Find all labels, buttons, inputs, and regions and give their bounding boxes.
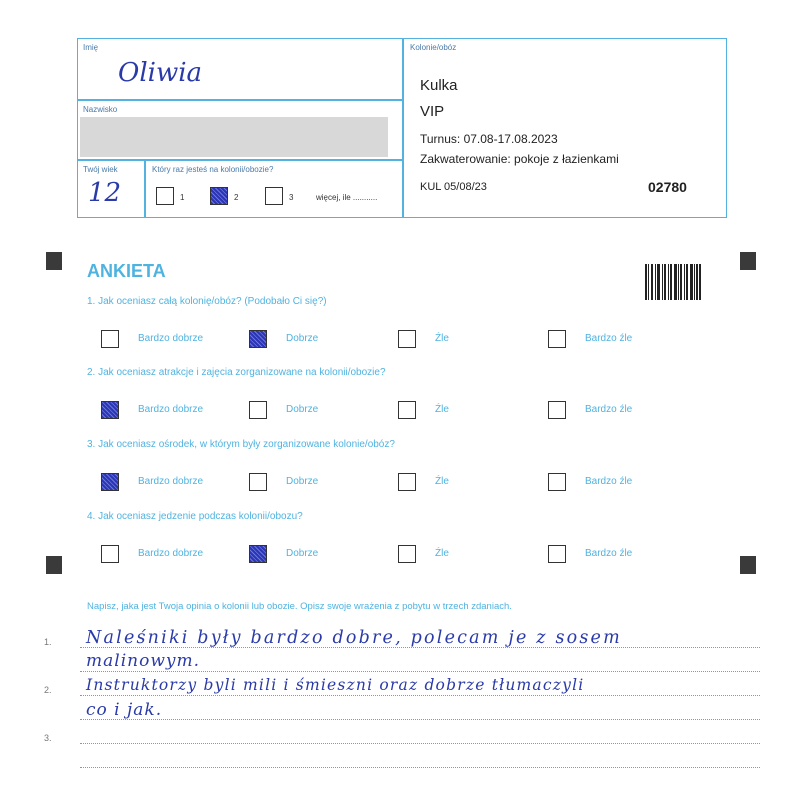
question-1-option-label: Bardzo dobrze xyxy=(138,333,204,344)
accommodation: Zakwaterowanie: pokoje z łazienkami xyxy=(420,152,619,166)
which-time-label: Który raz jesteś na kolonii/obozie? xyxy=(152,165,274,174)
question-3-option-checkbox[interactable] xyxy=(398,473,416,491)
question-1-option-label: Źle xyxy=(435,333,449,344)
header-hline-2 xyxy=(77,159,402,161)
corner-marker-bottom-right xyxy=(740,556,756,574)
times-label-2: 2 xyxy=(234,193,239,202)
question-4-option-label: Źle xyxy=(435,548,449,559)
question-2-option-label: Bardzo źle xyxy=(585,404,633,415)
surname-label: Nazwisko xyxy=(83,105,118,114)
times-checkbox-1[interactable] xyxy=(156,187,174,205)
turnus: Turnus: 07.08-17.08.2023 xyxy=(420,132,558,146)
handwritten-line-3: Instruktorzy byli mili i śmieszni oraz dobrze tłumaczyli xyxy=(86,676,585,694)
camp-code: KUL 05/08/23 xyxy=(420,181,487,193)
corner-marker-top-left xyxy=(46,252,62,270)
question-text: 3. Jak oceniasz ośrodek, w którym były zorganizowane kolonie/obóz? xyxy=(87,439,395,450)
age-label: Twój wiek xyxy=(83,165,118,174)
question-4-option-label: Bardzo źle xyxy=(585,548,633,559)
handwritten-line-1: Naleśniki były bardzo dobre, polecam je z sosem xyxy=(86,628,622,648)
question-2-option-checkbox[interactable] xyxy=(548,401,566,419)
question-2-option-checkbox[interactable] xyxy=(101,401,119,419)
camp-label: Kolonie/obóz xyxy=(410,43,457,52)
question-2-option-label: Źle xyxy=(435,404,449,415)
handwritten-line-2: malinowym. xyxy=(86,651,200,671)
corner-marker-bottom-left xyxy=(46,556,62,574)
question-4-option-checkbox[interactable] xyxy=(548,545,566,563)
answer-line-6[interactable] xyxy=(80,767,760,768)
age-value[interactable]: 12 xyxy=(88,178,122,208)
question-2-option-checkbox[interactable] xyxy=(398,401,416,419)
question-1-option-checkbox[interactable] xyxy=(101,330,119,348)
survey-title: ANKIETA xyxy=(87,261,166,281)
surname-redacted xyxy=(80,117,388,157)
name-label: Imię xyxy=(83,43,99,52)
corner-marker-top-right xyxy=(740,252,756,270)
question-2-option-label: Bardzo dobrze xyxy=(138,404,204,415)
answer-line-5[interactable] xyxy=(80,743,760,744)
form-number: 02780 xyxy=(648,179,687,195)
question-text: 2. Jak oceniasz atrakcje i zajęcia zorganizowane na kolonii/obozie? xyxy=(87,367,386,378)
question-3-option-label: Źle xyxy=(435,476,449,487)
header-hline-1 xyxy=(77,99,402,101)
question-text: 4. Jak oceniasz jedzenie podczas kolonii/obozu? xyxy=(87,511,303,522)
question-1-option-checkbox[interactable] xyxy=(548,330,566,348)
barcode xyxy=(645,264,701,300)
camp-type: VIP xyxy=(420,103,445,120)
answer-line-4[interactable] xyxy=(80,719,760,720)
header-divider xyxy=(402,38,404,218)
question-4-option-checkbox[interactable] xyxy=(249,545,267,563)
answer-line-3[interactable] xyxy=(80,695,760,696)
question-2-option-checkbox[interactable] xyxy=(249,401,267,419)
question-3-option-label: Dobrze xyxy=(286,476,319,487)
question-1-option-checkbox[interactable] xyxy=(249,330,267,348)
question-4-option-checkbox[interactable] xyxy=(398,545,416,563)
line-number-1: 1. xyxy=(44,637,52,647)
question-1-option-label: Dobrze xyxy=(286,333,319,344)
question-3-option-checkbox[interactable] xyxy=(249,473,267,491)
name-value[interactable]: Oliwia xyxy=(118,58,203,88)
question-3-option-checkbox[interactable] xyxy=(101,473,119,491)
line-number-2: 2. xyxy=(44,685,52,695)
question-3-option-label: Bardzo dobrze xyxy=(138,476,204,487)
times-more-label: więcej, ile ........... xyxy=(316,193,378,202)
times-checkbox-3[interactable] xyxy=(265,187,283,205)
question-4-option-label: Bardzo dobrze xyxy=(138,548,204,559)
opinion-prompt: Napisz, jaka jest Twoja opinia o kolonii lub obozie. Opisz swoje wrażenia z pobytu w trzech zdaniach. xyxy=(87,601,512,612)
handwritten-line-4: co i jak. xyxy=(86,700,163,720)
question-text: 1. Jak oceniasz całą kolonię/obóz? (Podobało Ci się?) xyxy=(87,296,327,307)
answer-line-2[interactable] xyxy=(80,671,760,672)
camp-name: Kulka xyxy=(420,77,458,94)
question-4-option-checkbox[interactable] xyxy=(101,545,119,563)
question-3-option-label: Bardzo źle xyxy=(585,476,633,487)
question-4-option-label: Dobrze xyxy=(286,548,319,559)
question-1-option-checkbox[interactable] xyxy=(398,330,416,348)
line-number-3: 3. xyxy=(44,733,52,743)
question-3-option-checkbox[interactable] xyxy=(548,473,566,491)
header-vline-age xyxy=(144,159,146,218)
question-1-option-label: Bardzo źle xyxy=(585,333,633,344)
times-checkbox-2[interactable] xyxy=(210,187,228,205)
times-label-3: 3 xyxy=(289,193,294,202)
question-2-option-label: Dobrze xyxy=(286,404,319,415)
times-label-1: 1 xyxy=(180,193,185,202)
